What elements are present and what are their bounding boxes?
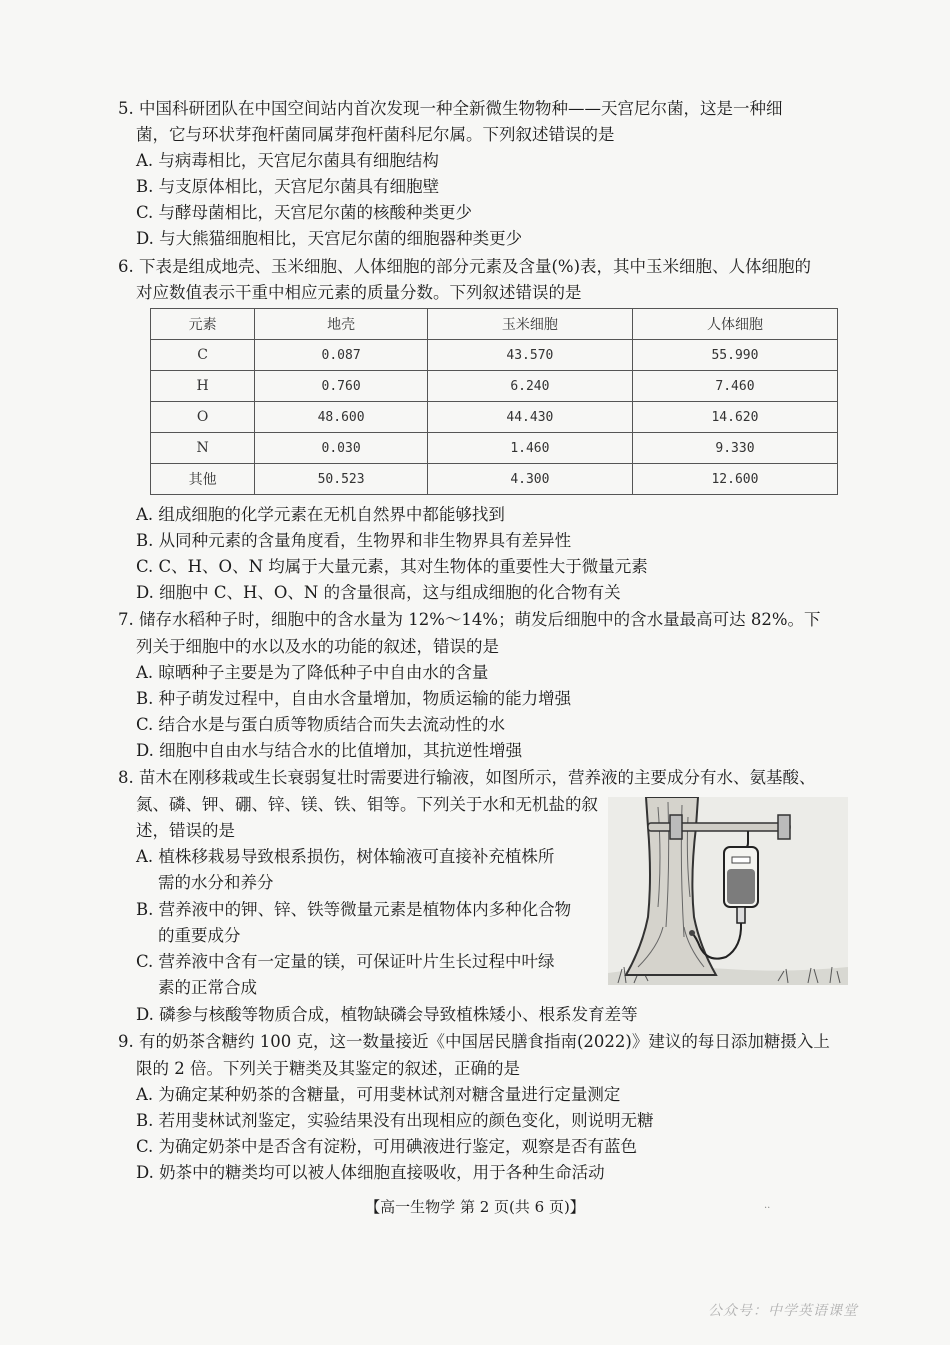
table-cell: 44.430: [427, 402, 632, 433]
table-row: [151, 433, 838, 464]
q7-option-d: D. 细胞中自由水与结合水的比值增加，其抗逆性增强: [136, 741, 523, 760]
table-cell: 0.760: [255, 371, 428, 402]
table-cell: 0.030: [255, 433, 428, 464]
page-footer: 【高一生物学 第 2 页(共 6 页)】: [365, 1198, 585, 1216]
table-cell: H: [151, 371, 255, 402]
q5-option-c: C. 与酵母菌相比，天宫尼尔菌的核酸种类更少: [136, 203, 473, 222]
q6-option-b: B. 从同种元素的含量角度看，生物界和非生物界具有差异性: [136, 531, 572, 550]
table-cell: 4.300: [427, 464, 632, 495]
table-cell: 0.087: [255, 340, 428, 371]
table-cell: 其他: [151, 464, 255, 495]
table-cell: O: [151, 402, 255, 433]
table-cell: 14.620: [632, 402, 837, 433]
q9-option-d: D. 奶茶中的糖类均可以被人体细胞直接吸收，用于各种生命活动: [136, 1163, 605, 1182]
table-header-row: [151, 309, 838, 340]
q5-stem-line1: 5. 中国科研团队在中国空间站内首次发现一种全新微生物物种——天宫尼尔菌，这是一种细: [118, 99, 783, 118]
q9-stem-line1: 9. 有的奶茶含糖约 100 克，这一数量接近《中国居民膳食指南(2022)》建议的每日添加糖摄入上: [118, 1032, 830, 1051]
q9-stem-line2: 限的 2 倍。下列关于糖类及其鉴定的叙述，正确的是: [136, 1059, 520, 1078]
table-cell: 43.570: [427, 340, 632, 371]
element-content-table: [150, 308, 838, 495]
q7-option-b: B. 种子萌发过程中，自由水含量增加，物质运输的能力增强: [136, 689, 572, 708]
footer-dots: ..: [764, 1200, 771, 1211]
table-row: [151, 340, 838, 371]
q5-option-b: B. 与支原体相比，天宫尼尔菌具有细胞壁: [136, 177, 440, 196]
q6-option-c: C. C、H、O、N 均属于大量元素，其对生物体的重要性大于微量元素: [136, 557, 648, 576]
table-header: 人体细胞: [632, 309, 837, 340]
q7-option-a: A. 晾晒种子主要是为了降低种子中自由水的含量: [136, 663, 489, 682]
q8-stem-line1: 8. 苗木在刚移栽或生长衰弱复壮时需要进行输液，如图所示，营养液的主要成分有水、氨基酸、: [118, 768, 816, 787]
q7-stem-line2: 列关于细胞中的水以及水的功能的叙述，错误的是: [136, 637, 499, 656]
table-row: [151, 402, 838, 433]
table-header: 元素: [151, 309, 255, 340]
table-cell: C: [151, 340, 255, 371]
q6-stem-line1: 6. 下表是组成地壳、玉米细胞、人体细胞的部分元素及含量(%)表，其中玉米细胞、人体细胞的: [118, 257, 812, 276]
table-cell: N: [151, 433, 255, 464]
q8-option-a-line1: A. 植株移栽易导致根系损伤，树体输液可直接补充植株所: [136, 847, 555, 866]
table-cell: 1.460: [427, 433, 632, 464]
q6-option-a: A. 组成细胞的化学元素在无机自然界中都能够找到: [136, 505, 505, 524]
table-cell: 12.600: [632, 464, 837, 495]
q5-option-d: D. 与大熊猫细胞相比，天宫尼尔菌的细胞器种类更少: [136, 229, 523, 248]
q7-stem-line1: 7. 储存水稻种子时，细胞中的含水量为 12%～14%；萌发后细胞中的含水量最高可达 82%。下: [118, 610, 821, 629]
table-cell: 9.330: [632, 433, 837, 464]
table-cell: 48.600: [255, 402, 428, 433]
table-cell: 6.240: [427, 371, 632, 402]
table-cell: 50.523: [255, 464, 428, 495]
q9-option-c: C. 为确定奶茶中是否含有淀粉，可用碘液进行鉴定，观察是否有蓝色: [136, 1137, 638, 1156]
q8-option-a-line2: 需的水分和养分: [158, 873, 274, 892]
q6-option-d: D. 细胞中 C、H、O、N 的含量很高，这与组成细胞的化合物有关: [136, 583, 621, 602]
q8-option-c-line2: 素的正常合成: [158, 978, 257, 997]
watermark-text: 公众号：中学英语课堂: [708, 1303, 858, 1319]
q8-stem-line2: 氮、磷、钾、硼、锌、镁、铁、钼等。下列关于水和无机盐的叙: [136, 795, 598, 814]
q6-stem-line2: 对应数值表示干重中相应元素的质量分数。下列叙述错误的是: [136, 283, 582, 302]
q8-option-b-line2: 的重要成分: [158, 926, 241, 945]
q8-option-b-line1: B. 营养液中的钾、锌、铁等微量元素是植物体内多种化合物: [136, 900, 572, 919]
tree-infusion-illustration: [608, 797, 848, 985]
q8-option-c-line1: C. 营养液中含有一定量的镁，可保证叶片生长过程中叶绿: [136, 952, 555, 971]
table-row: [151, 371, 838, 402]
table-row: [151, 464, 838, 495]
q9-option-a: A. 为确定某种奶茶的含糖量，可用斐林试剂对糖含量进行定量测定: [136, 1085, 621, 1104]
table-cell: 55.990: [632, 340, 837, 371]
table-cell: 7.460: [632, 371, 837, 402]
table-header: 地壳: [255, 309, 428, 340]
q5-option-a: A. 与病毒相比，天宫尼尔菌具有细胞结构: [136, 151, 439, 170]
table-header: 玉米细胞: [427, 309, 632, 340]
q9-option-b: B. 若用斐林试剂鉴定，实验结果没有出现相应的颜色变化，则说明无糖: [136, 1111, 654, 1130]
q8-stem-line3: 述，错误的是: [136, 821, 235, 840]
q8-option-d: D. 磷参与核酸等物质合成，植物缺磷会导致植株矮小、根系发育差等: [136, 1005, 638, 1024]
q5-stem-line2: 菌，它与环状芽孢杆菌同属芽孢杆菌科尼尔属。下列叙述错误的是: [136, 125, 615, 144]
q7-option-c: C. 结合水是与蛋白质等物质结合而失去流动性的水: [136, 715, 506, 734]
